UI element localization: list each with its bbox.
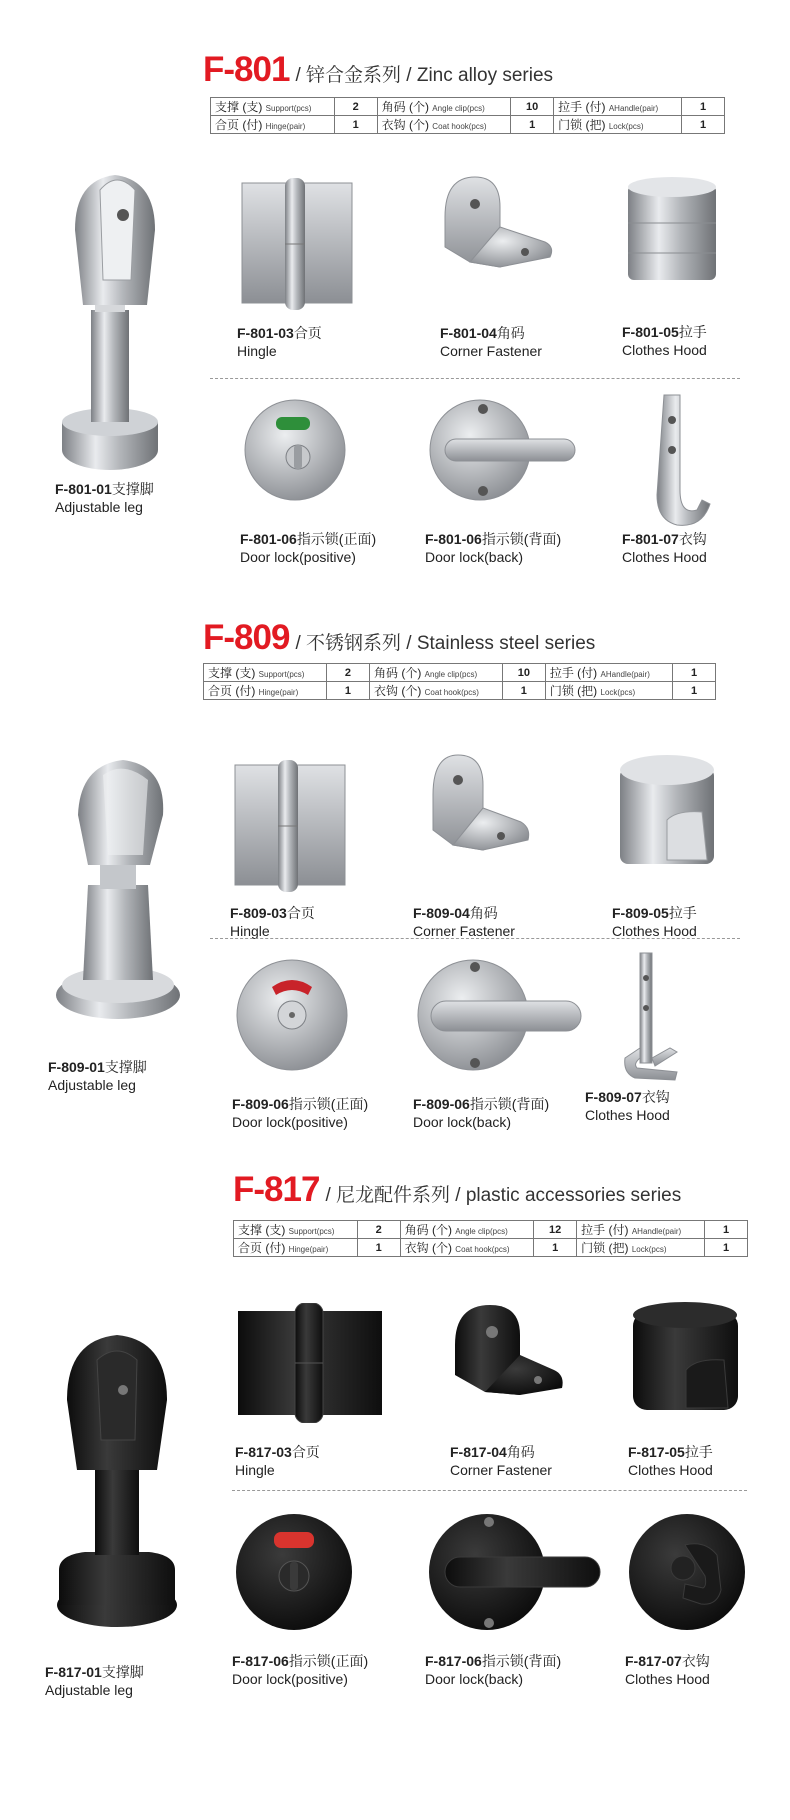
series-title (203, 618, 595, 658)
spec-qty: 1 (326, 682, 369, 700)
spec-qty: 1 (334, 116, 377, 134)
spec-unit: Hinge(pair) (265, 122, 306, 131)
product-name-zh: 合页 (291, 1444, 320, 1460)
product-name-en: Corner Fastener (440, 343, 542, 359)
product-name-zh: 衣钩 (681, 1653, 710, 1669)
product-name-zh: 角码 (496, 325, 525, 341)
product-caption (235, 1443, 320, 1479)
spec-table (210, 97, 725, 134)
product-caption (622, 530, 707, 566)
spec-unit: Angle clip(pcs) (455, 1227, 508, 1236)
spec-qty: 1 (502, 682, 545, 700)
spec-label: 角码 (个) (373, 666, 422, 680)
spec-label: 角码 (个) (381, 100, 429, 114)
product-corner-fastener (413, 750, 553, 940)
product-code: F-809-01 (48, 1059, 105, 1075)
product-lock-back (425, 395, 585, 575)
product-name-zh: 指示锁(正面) (288, 1653, 369, 1669)
hinge-icon (235, 1303, 385, 1423)
product-handle (622, 175, 752, 365)
product-code: F-809-06 (413, 1096, 470, 1112)
spec-label: 支撑 (支) (238, 1223, 286, 1237)
product-name-en: Hingle (230, 923, 270, 939)
spec-qty: 1 (673, 682, 716, 700)
product-lock-back (425, 1510, 605, 1690)
spec-unit: Support(pcs) (288, 1227, 335, 1236)
series-f801 (0, 0, 790, 565)
spec-label: 支撑 (支) (215, 100, 263, 114)
product-name-zh: 拉手 (684, 1444, 713, 1460)
product-caption (450, 1443, 552, 1479)
coat-hook-icon (585, 948, 685, 1088)
spec-label: 合页 (付) (215, 118, 263, 132)
product-coat-hook (625, 1510, 765, 1690)
spec-unit: Support(pcs) (265, 104, 312, 113)
series-f817 (0, 1160, 790, 1820)
product-caption (622, 323, 707, 359)
product-name-en: Door lock(positive) (232, 1671, 348, 1687)
series-subtitle: / 锌合金系列 / Zinc alloy series (295, 65, 554, 86)
product-code: F-801-04 (440, 325, 497, 341)
product-caption (585, 1088, 670, 1124)
product-code: F-817-01 (45, 1664, 102, 1680)
corner-fastener-icon (440, 172, 560, 292)
adjustable-leg-icon (48, 755, 198, 1045)
corner-fastener-icon (413, 750, 533, 870)
product-coat-hook (585, 948, 725, 1138)
divider (210, 938, 740, 939)
product-code: F-817-06 (425, 1653, 482, 1669)
product-code: F-809-04 (413, 905, 470, 921)
product-name-zh: 支撑脚 (111, 481, 154, 497)
product-name-zh: 指示锁(背面) (481, 1653, 562, 1669)
product-code: F-817-07 (625, 1653, 682, 1669)
handle-icon (628, 1300, 743, 1415)
spec-unit: Hinge(pair) (288, 1245, 329, 1254)
product-name-en: Clothes Hood (622, 549, 707, 565)
product-name-en: Adjustable leg (55, 499, 143, 515)
spec-unit: AHandle(pair) (600, 670, 650, 679)
product-code: F-801-01 (55, 481, 112, 497)
spec-qty: 1 (511, 116, 554, 134)
spec-row (234, 1239, 748, 1257)
product-name-zh: 合页 (293, 325, 322, 341)
product-caption (232, 1095, 368, 1131)
product-code: F-809-07 (585, 1089, 642, 1105)
product-name-zh: 支撑脚 (104, 1059, 147, 1075)
product-caption (45, 1663, 144, 1699)
spec-label: 合页 (付) (208, 684, 256, 698)
product-name-en: Door lock(back) (413, 1114, 512, 1130)
spec-qty: 1 (682, 98, 725, 116)
indicator-lock-back-icon (425, 395, 585, 505)
product-hinge (230, 760, 370, 940)
product-name-zh: 指示锁(正面) (296, 531, 377, 547)
product-name-zh: 拉手 (678, 324, 707, 340)
product-corner-fastener (450, 1300, 590, 1490)
product-name-en: Corner Fastener (413, 923, 515, 939)
coat-hook-icon (625, 1510, 750, 1635)
product-name-en: Door lock(back) (425, 1671, 524, 1687)
product-caption (628, 1443, 713, 1479)
product-name-en: Adjustable leg (48, 1077, 136, 1093)
adjustable-leg-icon (55, 160, 205, 520)
product-name-en: Clothes Hood (585, 1107, 670, 1123)
spec-row (204, 664, 716, 682)
product-caption (413, 904, 515, 940)
product-caption (48, 1058, 147, 1094)
product-name-en: Clothes Hood (622, 342, 707, 358)
product-adjustable-leg (48, 755, 198, 1155)
spec-label: 支撑 (支) (208, 666, 256, 680)
spec-qty: 1 (673, 664, 716, 682)
product-name-zh: 衣钩 (678, 531, 707, 547)
spec-unit: Angle clip(pcs) (424, 670, 478, 679)
product-name-en: Adjustable leg (45, 1682, 133, 1698)
product-caption (440, 324, 542, 360)
hinge-icon (230, 760, 350, 895)
spec-qty: 1 (534, 1239, 577, 1257)
spec-unit: AHandle(pair) (631, 1227, 682, 1236)
product-name-zh: 角码 (469, 905, 498, 921)
series-subtitle: / 尼龙配件系列 / plastic accessories series (325, 1185, 682, 1206)
spec-unit: Angle clip(pcs) (432, 104, 485, 113)
product-corner-fastener (440, 172, 580, 362)
product-hinge (235, 1303, 385, 1483)
product-code: F-801-03 (237, 325, 294, 341)
product-name-en: Hingle (235, 1462, 275, 1478)
spec-qty: 10 (502, 664, 545, 682)
product-code: F-801-06 (240, 531, 297, 547)
product-name-zh: 合页 (286, 905, 315, 921)
spec-label: 拉手 (付) (581, 1223, 629, 1237)
spec-qty: 1 (705, 1239, 748, 1257)
product-caption (625, 1652, 710, 1688)
product-coat-hook (622, 390, 762, 575)
spec-label: 衣钩 (个) (404, 1241, 452, 1255)
indicator-lock-back-icon (425, 1510, 605, 1635)
product-lock-front (232, 1510, 382, 1690)
product-name-zh: 角码 (506, 1444, 535, 1460)
spec-table (203, 663, 716, 700)
product-code: F-817-06 (232, 1653, 289, 1669)
product-code: F-817-05 (628, 1444, 685, 1460)
product-code: F-817-04 (450, 1444, 507, 1460)
series-code: F-801 (203, 50, 290, 89)
spec-qty: 2 (357, 1221, 400, 1239)
coat-hook-icon (622, 390, 722, 530)
spec-label: 拉手 (付) (549, 666, 598, 680)
product-adjustable-leg (45, 1330, 195, 1730)
spec-unit: Lock(pcs) (631, 1245, 667, 1254)
indicator-lock-back-icon (413, 955, 583, 1075)
series-code: F-809 (203, 618, 290, 657)
product-name-zh: 指示锁(背面) (469, 1096, 550, 1112)
indicator-lock-front-icon (232, 955, 352, 1075)
spec-row (234, 1221, 748, 1239)
product-code: F-809-06 (232, 1096, 289, 1112)
spec-qty: 2 (326, 664, 369, 682)
product-lock-front (240, 395, 390, 575)
spec-label: 拉手 (付) (558, 100, 606, 114)
product-adjustable-leg (55, 160, 205, 580)
spec-unit: Hinge(pair) (258, 688, 299, 697)
spec-unit: Coat hook(pcs) (432, 122, 487, 131)
spec-label: 合页 (付) (238, 1241, 286, 1255)
spec-label: 门锁 (把) (581, 1241, 629, 1255)
product-caption (232, 1652, 368, 1688)
spec-qty: 12 (534, 1221, 577, 1239)
product-lock-front (232, 955, 382, 1135)
product-name-en: Clothes Hood (612, 923, 697, 939)
product-code: F-809-03 (230, 905, 287, 921)
product-caption (425, 530, 561, 566)
handle-icon (622, 175, 722, 285)
product-lock-back (413, 955, 583, 1135)
product-caption (413, 1095, 549, 1131)
spec-row (211, 98, 725, 116)
product-name-en: Corner Fastener (450, 1462, 552, 1478)
product-name-zh: 指示锁(背面) (481, 531, 562, 547)
product-code: F-809-05 (612, 905, 669, 921)
product-name-en: Door lock(back) (425, 549, 524, 565)
product-caption (55, 480, 154, 516)
spec-row (211, 116, 725, 134)
product-name-en: Door lock(positive) (232, 1114, 348, 1130)
spec-label: 角码 (个) (404, 1223, 452, 1237)
product-name-zh: 衣钩 (641, 1089, 670, 1105)
product-name-zh: 支撑脚 (101, 1664, 144, 1680)
spec-qty: 1 (357, 1239, 400, 1257)
series-subtitle: / 不锈钢系列 / Stainless steel series (295, 633, 596, 654)
series-title (233, 1170, 681, 1210)
series-title (203, 50, 553, 90)
handle-icon (612, 750, 722, 870)
spec-label: 门锁 (把) (558, 118, 606, 132)
product-name-en: Clothes Hood (625, 1671, 710, 1687)
product-name-zh: 拉手 (668, 905, 697, 921)
spec-unit: AHandle(pair) (608, 104, 659, 113)
product-name-en: Clothes Hood (628, 1462, 713, 1478)
product-caption (230, 904, 315, 940)
indicator-lock-front-icon (232, 1510, 357, 1635)
product-code: F-801-07 (622, 531, 679, 547)
corner-fastener-icon (450, 1300, 565, 1410)
product-caption (237, 324, 322, 360)
product-code: F-801-06 (425, 531, 482, 547)
divider (232, 1490, 747, 1491)
product-name-zh: 指示锁(正面) (288, 1096, 369, 1112)
spec-qty: 1 (682, 116, 725, 134)
series-f809 (0, 600, 790, 1160)
product-caption (612, 904, 697, 940)
spec-label: 门锁 (把) (549, 684, 598, 698)
spec-unit: Coat hook(pcs) (424, 688, 479, 697)
series-code: F-817 (233, 1170, 320, 1209)
product-handle (612, 750, 742, 940)
product-code: F-801-05 (622, 324, 679, 340)
spec-qty: 2 (334, 98, 377, 116)
hinge-icon (237, 178, 357, 313)
spec-qty: 1 (705, 1221, 748, 1239)
product-handle (628, 1300, 758, 1490)
spec-label: 衣钩 (个) (373, 684, 422, 698)
spec-unit: Coat hook(pcs) (455, 1245, 510, 1254)
spec-table (233, 1220, 748, 1257)
product-name-en: Door lock(positive) (240, 549, 356, 565)
spec-unit: Support(pcs) (258, 670, 305, 679)
spec-qty: 10 (511, 98, 554, 116)
product-caption (240, 530, 376, 566)
spec-unit: Lock(pcs) (608, 122, 644, 131)
adjustable-leg-icon (45, 1330, 195, 1650)
product-hinge (237, 178, 377, 358)
divider (210, 378, 740, 379)
product-caption (425, 1652, 561, 1688)
product-code: F-817-03 (235, 1444, 292, 1460)
spec-label: 衣钩 (个) (381, 118, 429, 132)
spec-row (204, 682, 716, 700)
product-name-en: Hingle (237, 343, 277, 359)
spec-unit: Lock(pcs) (600, 688, 636, 697)
indicator-lock-front-icon (240, 395, 350, 505)
